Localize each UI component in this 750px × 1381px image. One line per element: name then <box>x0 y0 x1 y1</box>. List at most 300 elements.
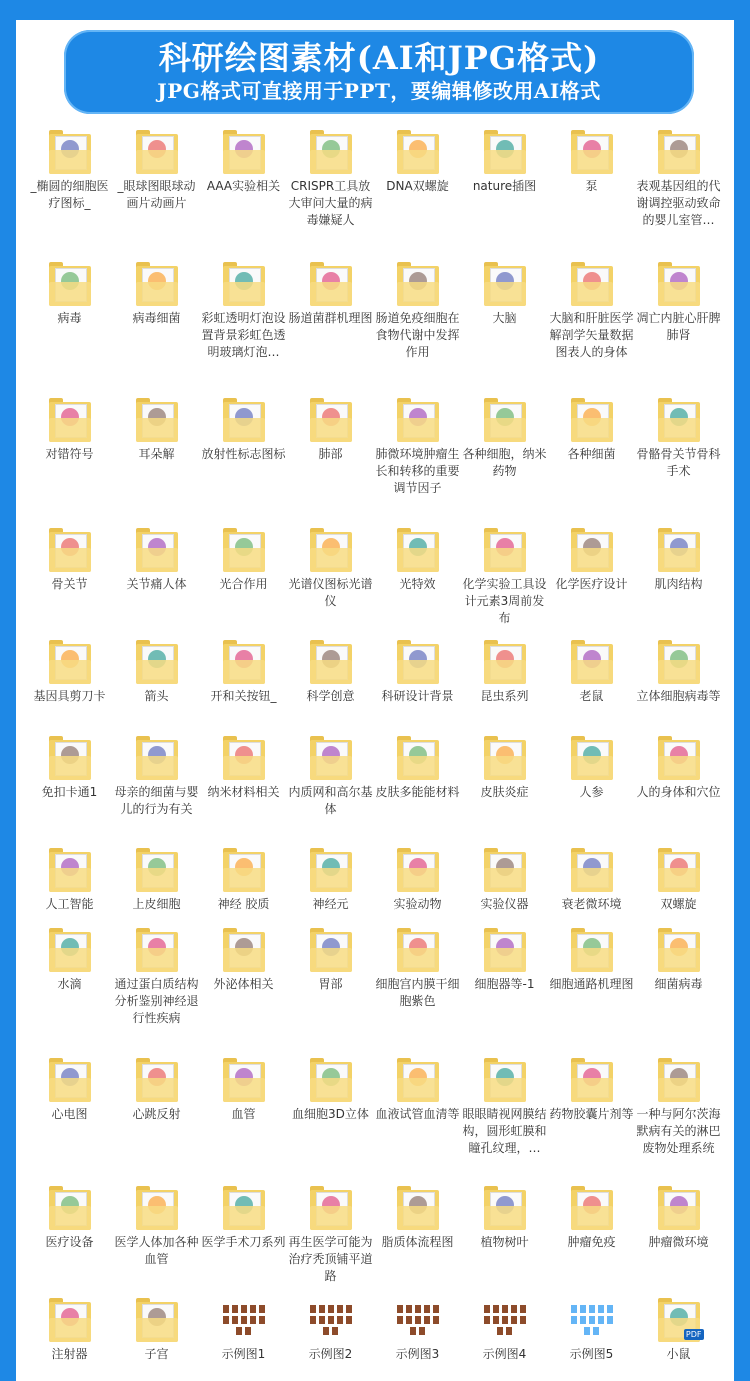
thumbnail-dot <box>607 1305 613 1313</box>
folder-icon <box>136 640 178 684</box>
folder-icon <box>136 736 178 780</box>
folder-item[interactable] <box>287 262 374 361</box>
folder-item[interactable] <box>200 848 287 913</box>
thumbnail-dot <box>502 1316 508 1324</box>
folder-icon <box>484 1058 526 1102</box>
folder-icon <box>571 736 613 780</box>
folder-row <box>26 928 736 1027</box>
folder-front <box>658 418 700 442</box>
folder-icon <box>136 1058 178 1102</box>
folder-front <box>397 282 439 306</box>
folder-icon <box>397 1058 439 1102</box>
thumbnail-dot <box>232 1316 238 1324</box>
thumbnail-dot <box>584 1327 590 1335</box>
folder-item[interactable] <box>287 130 374 229</box>
folder-item[interactable] <box>26 736 113 818</box>
folder-label: 药物胶囊片剂等 <box>549 1107 634 1121</box>
sample-thumbnail <box>483 1298 527 1342</box>
folder-icon <box>136 130 178 174</box>
folder-icon <box>397 262 439 306</box>
folder-item[interactable] <box>287 928 374 1027</box>
folder-front <box>310 282 352 306</box>
folder-front <box>484 868 526 892</box>
folder-label: 内质网和高尔基体 <box>288 785 373 816</box>
thumbnail-dot <box>328 1305 334 1313</box>
folder-item[interactable] <box>461 928 548 1027</box>
folder-icon <box>310 130 352 174</box>
folder-item[interactable] <box>635 528 722 627</box>
folder-item[interactable] <box>26 1298 113 1363</box>
folder-label: 再生医学可能为治疗秃顶铺平道路 <box>288 1235 373 1283</box>
folder-item[interactable] <box>26 848 113 913</box>
thumbnail-dot <box>593 1327 599 1335</box>
folder-front <box>658 548 700 572</box>
folder-label: 示例图1 <box>221 1347 266 1361</box>
folder-icon <box>49 1058 91 1102</box>
folder-item[interactable] <box>461 1186 548 1285</box>
folder-label: 各种细菌 <box>567 447 616 461</box>
folder-item[interactable] <box>200 1186 287 1285</box>
folder-icon <box>310 398 352 442</box>
folder-label: 细胞通路机理图 <box>549 977 634 991</box>
folder-item[interactable] <box>26 130 113 229</box>
folder-front <box>49 756 91 780</box>
thumbnail-dot <box>571 1305 577 1313</box>
folder-label: 神经元 <box>312 897 349 911</box>
folder-item[interactable] <box>374 1186 461 1285</box>
folder-item[interactable] <box>548 130 635 229</box>
folder-icon <box>658 398 700 442</box>
thumbnail-dot <box>598 1305 604 1313</box>
folder-item[interactable] <box>287 640 374 705</box>
folder-label: 大脑和肝脏医学解剖学矢量数据图表人的身体 <box>549 311 634 359</box>
folder-icon <box>136 848 178 892</box>
folder-front <box>223 756 265 780</box>
banner-subtitle: JPG格式可直接用于PPT，要编辑修改用AI格式 <box>157 79 601 103</box>
folder-icon <box>49 640 91 684</box>
folder-row <box>26 528 736 627</box>
folder-label: 血细胞3D立体 <box>292 1107 369 1121</box>
folder-label: 病毒细菌 <box>132 311 181 325</box>
thumbnail-dot <box>511 1316 517 1324</box>
folder-item[interactable] <box>461 848 548 913</box>
folder-item[interactable] <box>113 736 200 818</box>
thumbnail-dot <box>419 1327 425 1335</box>
folder-item[interactable] <box>287 848 374 913</box>
folder-front <box>310 756 352 780</box>
folder-front <box>397 948 439 972</box>
folder-item[interactable] <box>548 848 635 913</box>
folder-front <box>571 660 613 684</box>
thumbnail-dot <box>580 1316 586 1324</box>
folder-icon <box>223 736 265 780</box>
folder-label: 肿瘤免疫 <box>567 1235 616 1249</box>
folder-label: DNA双螺旋 <box>386 179 449 193</box>
folder-label: 人工智能 <box>45 897 94 911</box>
folder-item[interactable] <box>374 928 461 1027</box>
thumbnail-dot <box>223 1316 229 1324</box>
folder-item[interactable] <box>113 640 200 705</box>
folder-front <box>397 1206 439 1230</box>
folder-item[interactable] <box>287 736 374 818</box>
folder-icon <box>571 528 613 572</box>
folder-icon <box>136 398 178 442</box>
folder-item[interactable] <box>461 130 548 229</box>
folder-item[interactable] <box>461 1298 548 1363</box>
folder-front <box>658 948 700 972</box>
folder-front <box>310 868 352 892</box>
thumbnail-dot <box>433 1305 439 1313</box>
thumbnail-dot <box>502 1305 508 1313</box>
folder-icon <box>571 130 613 174</box>
folder-front <box>136 1206 178 1230</box>
folder-front <box>223 948 265 972</box>
folder-item[interactable] <box>548 1058 635 1157</box>
folder-icon <box>484 398 526 442</box>
folder-label: 科学创意 <box>306 689 355 703</box>
folder-label: 关节痛人体 <box>126 577 187 591</box>
folder-item[interactable] <box>548 1186 635 1285</box>
folder-label: 箭头 <box>144 689 169 703</box>
folder-label: 免扣卡通1 <box>41 785 98 799</box>
folder-icon <box>49 928 91 972</box>
folder-item[interactable] <box>200 398 287 497</box>
folder-item[interactable] <box>26 640 113 705</box>
folder-icon <box>397 528 439 572</box>
folder-front <box>310 548 352 572</box>
folder-item[interactable] <box>113 528 200 627</box>
folder-front <box>658 868 700 892</box>
folder-front <box>571 868 613 892</box>
folder-front <box>49 948 91 972</box>
folder-icon <box>49 528 91 572</box>
folder-row <box>26 848 736 913</box>
folder-item[interactable] <box>200 640 287 705</box>
folder-item[interactable] <box>635 262 722 361</box>
folder-item[interactable] <box>26 262 113 361</box>
folder-label: 子宫 <box>144 1347 169 1361</box>
folder-icon <box>310 736 352 780</box>
folder-label: 光合作用 <box>219 577 268 591</box>
folder-front <box>223 282 265 306</box>
thumbnail-dot <box>232 1305 238 1313</box>
folder-row <box>26 1186 736 1285</box>
folder-icon <box>223 640 265 684</box>
folder-item[interactable] <box>374 1298 461 1363</box>
folder-item[interactable] <box>113 1058 200 1157</box>
folder-label: nature插图 <box>472 179 537 193</box>
folder-item[interactable] <box>635 848 722 913</box>
folder-label: 放射性标志图标 <box>201 447 286 461</box>
folder-front <box>223 150 265 174</box>
folder-front <box>310 1206 352 1230</box>
folder-item[interactable] <box>287 1186 374 1285</box>
folder-front <box>223 548 265 572</box>
thumbnail-dot <box>511 1305 517 1313</box>
folder-row <box>26 262 736 361</box>
folder-icon <box>223 398 265 442</box>
folder-icon <box>223 1058 265 1102</box>
folder-item[interactable] <box>461 528 548 627</box>
folder-item[interactable] <box>461 398 548 497</box>
folder-icon <box>136 528 178 572</box>
frame-right <box>734 0 750 1381</box>
folder-label: 双螺旋 <box>660 897 697 911</box>
folder-front <box>571 948 613 972</box>
folder-front <box>223 418 265 442</box>
folder-icon <box>397 130 439 174</box>
folder-label: 皮肤多能能材料 <box>375 785 460 799</box>
folder-icon <box>397 398 439 442</box>
folder-front <box>658 282 700 306</box>
thumbnail-dot <box>580 1305 586 1313</box>
folder-item[interactable] <box>200 1298 287 1363</box>
folder-front <box>397 756 439 780</box>
thumbnail-dot <box>323 1327 329 1335</box>
folder-item[interactable] <box>635 1058 722 1157</box>
folder-front <box>658 1078 700 1102</box>
folder-icon <box>223 1186 265 1230</box>
folder-front <box>571 756 613 780</box>
folder-item[interactable] <box>635 1186 722 1285</box>
folder-front <box>49 150 91 174</box>
folder-item[interactable] <box>374 398 461 497</box>
folder-icon <box>484 928 526 972</box>
folder-front <box>136 418 178 442</box>
folder-label: 肿瘤微环境 <box>648 1235 709 1249</box>
folder-item[interactable] <box>26 1186 113 1285</box>
folder-item[interactable] <box>635 928 722 1027</box>
folder-icon <box>571 398 613 442</box>
folder-label: 化学实验工具设计元素3周前发布 <box>462 577 547 625</box>
folder-item[interactable] <box>635 640 722 705</box>
folder-item[interactable] <box>287 398 374 497</box>
folder-icon <box>658 262 700 306</box>
folder-front <box>571 150 613 174</box>
folder-front <box>49 282 91 306</box>
folder-icon <box>658 736 700 780</box>
thumbnail-dot <box>223 1305 229 1313</box>
thumbnail-dot <box>241 1316 247 1324</box>
folder-icon <box>49 262 91 306</box>
folder-icon <box>571 262 613 306</box>
folder-label: 上皮细胞 <box>132 897 181 911</box>
folder-item[interactable] <box>200 262 287 361</box>
folder-item[interactable] <box>113 398 200 497</box>
folder-item[interactable] <box>113 1298 200 1363</box>
folder-front <box>484 948 526 972</box>
folder-front <box>397 660 439 684</box>
folder-label: 水滴 <box>57 977 82 991</box>
thumbnail-dot <box>415 1316 421 1324</box>
thumbnail-dot <box>259 1316 265 1324</box>
folder-label: _椭圆的细胞医疗图标_ <box>30 179 109 210</box>
folder-item[interactable] <box>548 640 635 705</box>
folder-icon <box>49 1186 91 1230</box>
folder-item[interactable] <box>461 262 548 361</box>
folder-icon <box>571 1186 613 1230</box>
folder-row <box>26 1298 736 1363</box>
folder-label: 心跳反射 <box>132 1107 181 1121</box>
folder-icon <box>136 262 178 306</box>
folder-label: 示例图5 <box>569 1347 614 1361</box>
thumbnail-dot <box>310 1316 316 1324</box>
folder-item[interactable] <box>26 928 113 1027</box>
folder-front <box>571 418 613 442</box>
thumbnail-dot <box>310 1305 316 1313</box>
folder-icon <box>397 848 439 892</box>
folder-item[interactable] <box>26 528 113 627</box>
folder-front <box>658 660 700 684</box>
folder-label: 示例图2 <box>308 1347 353 1361</box>
folder-item[interactable] <box>548 736 635 818</box>
folder-label: 心电图 <box>51 1107 88 1121</box>
folder-label: 母亲的细菌与婴儿的行为有关 <box>114 785 199 816</box>
folder-row <box>26 736 736 818</box>
folder-icon <box>136 928 178 972</box>
folder-label: 肺部 <box>318 447 343 461</box>
folder-icon <box>49 1298 91 1342</box>
folder-item[interactable] <box>374 640 461 705</box>
folder-item[interactable] <box>461 736 548 818</box>
folder-label: 医学手术刀系列 <box>201 1235 286 1249</box>
folder-icon <box>658 848 700 892</box>
folder-label: AAA实验相关 <box>206 179 281 193</box>
folder-icon <box>49 130 91 174</box>
folder-front <box>484 660 526 684</box>
thumbnail-dot <box>520 1316 526 1324</box>
folder-front <box>310 418 352 442</box>
folder-item[interactable] <box>287 1058 374 1157</box>
thumbnail-dot <box>245 1327 251 1335</box>
folder-front <box>484 548 526 572</box>
folder-icon <box>49 736 91 780</box>
folder-item[interactable] <box>461 1058 548 1157</box>
folder-icon <box>571 640 613 684</box>
folder-item[interactable] <box>113 262 200 361</box>
folder-label: 眼眼睛视网膜结构，圆形虹膜和瞳孔纹理，… <box>462 1107 547 1155</box>
folder-item[interactable] <box>26 398 113 497</box>
folder-front <box>223 1206 265 1230</box>
folder-icon <box>658 130 700 174</box>
folder-label: 病毒 <box>57 311 82 325</box>
thumbnail-dot <box>397 1316 403 1324</box>
folder-front <box>397 548 439 572</box>
folder-front <box>49 1078 91 1102</box>
folder-icon <box>571 928 613 972</box>
folder-item[interactable] <box>113 928 200 1027</box>
folder-label: 实验仪器 <box>480 897 529 911</box>
folder-item[interactable] <box>635 736 722 818</box>
thumbnail-dot <box>433 1316 439 1324</box>
folder-icon <box>397 1186 439 1230</box>
thumbnail-dot <box>493 1305 499 1313</box>
thumbnail-dot <box>328 1316 334 1324</box>
folder-label: 表观基因组的代谢调控驱动致命的婴儿室管… <box>636 179 721 227</box>
folder-item[interactable] <box>200 528 287 627</box>
thumbnail-dot <box>493 1316 499 1324</box>
folder-label: 医学人体加各种血管 <box>114 1235 199 1266</box>
folder-icon <box>658 1058 700 1102</box>
folder-icon <box>136 1186 178 1230</box>
folder-label: 各种细胞，纳米药物 <box>462 447 547 478</box>
folder-item[interactable] <box>635 130 722 229</box>
thumbnail-dot <box>346 1316 352 1324</box>
folder-label: 肌肉结构 <box>654 577 703 591</box>
folder-front <box>484 418 526 442</box>
folder-item[interactable] <box>200 130 287 229</box>
folder-item[interactable] <box>374 736 461 818</box>
folder-label: 示例图3 <box>395 1347 440 1361</box>
folder-icon <box>658 1298 700 1342</box>
thumbnail-dot <box>406 1316 412 1324</box>
folder-item[interactable] <box>635 398 722 497</box>
folder-item[interactable] <box>374 848 461 913</box>
folder-label: 科研设计背景 <box>381 689 454 703</box>
folder-item[interactable] <box>287 528 374 627</box>
folder-icon <box>136 1298 178 1342</box>
folder-item[interactable] <box>26 1058 113 1157</box>
folder-item[interactable] <box>200 928 287 1027</box>
folder-icon <box>397 928 439 972</box>
thumbnail-dot <box>424 1305 430 1313</box>
folder-item[interactable] <box>461 640 548 705</box>
folder-item[interactable] <box>374 1058 461 1157</box>
thumbnail-dot <box>319 1305 325 1313</box>
folder-front <box>484 150 526 174</box>
folder-label: _眼球图眼球动画片动画片 <box>117 179 196 210</box>
folder-front <box>136 150 178 174</box>
folder-item[interactable] <box>374 528 461 627</box>
thumbnail-dot <box>589 1316 595 1324</box>
folder-front <box>571 1078 613 1102</box>
folder-item[interactable] <box>548 398 635 497</box>
pdf-badge: PDF <box>685 1330 702 1339</box>
folder-label: 骨骼骨关节骨科手术 <box>636 447 721 478</box>
folder-icon <box>223 928 265 972</box>
folder-item[interactable] <box>548 928 635 1027</box>
folder-item[interactable] <box>287 1298 374 1363</box>
folder-item[interactable] <box>374 262 461 361</box>
folder-item[interactable] <box>113 1186 200 1285</box>
folder-item[interactable] <box>635 1298 722 1363</box>
folder-icon <box>310 1186 352 1230</box>
folder-label: 开和关按钮_ <box>210 689 277 703</box>
folder-item[interactable] <box>548 1298 635 1363</box>
folder-item[interactable] <box>548 262 635 361</box>
folder-row <box>26 130 736 229</box>
thumbnail-dot <box>337 1316 343 1324</box>
folder-item[interactable] <box>200 1058 287 1157</box>
folder-item[interactable] <box>374 130 461 229</box>
folder-item[interactable] <box>548 528 635 627</box>
folder-front <box>49 868 91 892</box>
folder-front <box>484 756 526 780</box>
folder-item[interactable] <box>113 848 200 913</box>
thumbnail-dot <box>589 1305 595 1313</box>
folder-label: 细胞器等-1 <box>474 977 535 991</box>
folder-icon <box>310 262 352 306</box>
thumbnail-dot <box>415 1305 421 1313</box>
folder-label: 示例图4 <box>482 1347 527 1361</box>
folder-front <box>49 1206 91 1230</box>
folder-label: 血管 <box>231 1107 256 1121</box>
folder-item[interactable] <box>113 130 200 229</box>
folder-item[interactable] <box>200 736 287 818</box>
folder-front <box>136 756 178 780</box>
folder-label: 人参 <box>579 785 604 799</box>
folder-label: 血液试管血清等 <box>375 1107 460 1121</box>
